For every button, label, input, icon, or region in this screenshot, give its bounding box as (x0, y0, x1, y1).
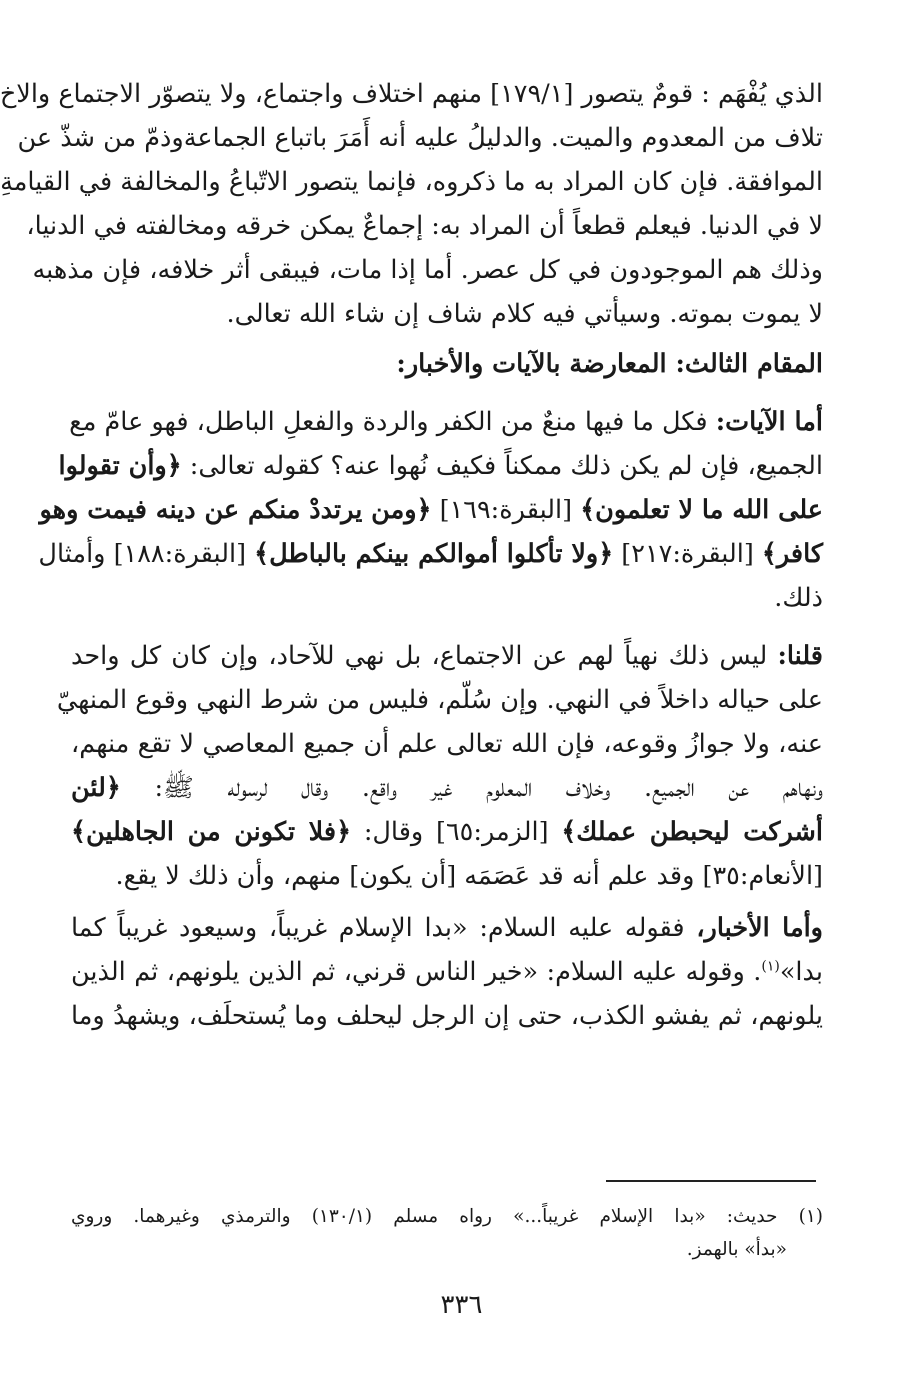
verse-reference: [البقرة:١٨٨] وأمثال (38, 539, 255, 569)
quran-quote: كافر﴾ (761, 539, 823, 569)
verse-reference: [البقرة:٢١٧] (613, 539, 762, 569)
paragraph-lead: وأما الأخبار، (696, 913, 824, 943)
text-line: ذلك. (774, 583, 823, 613)
quran-quote: ﴿ولا تأكلوا أموالكم بينكم بالباطل﴾ (254, 539, 614, 569)
paragraph-ayat (38, 400, 823, 620)
text-line: عنه، ولا جوازُ وقوعه، فإن الله تعالى علم أن جميع المعاصي لا تقع منهم، (71, 729, 823, 759)
text-run: فقوله عليه السلام: «بدا الإسلام غريباً، وسيعود غريباً كما (71, 913, 697, 943)
text-run: ليس ذلك نهياً لهم عن الاجتماع، بل نهي للآحاد، وإن كان كل واحد (71, 641, 778, 671)
text-line: وذلك هم الموجودون في كل عصر. أما إذا مات، فيبقى أثر خلافه، فإن مذهبه (32, 255, 823, 285)
footnote-line: (١) حديث: «بدا الإسلام غريباً...» رواه مسلم (١٣٠/١) والترمذي وغيرهما. وروي (71, 1206, 824, 1227)
section-heading: المقام الثالث: المعارضة بالآيات والأخبار: (396, 349, 823, 379)
text-line: الموافقة. فإن كان المراد به ما ذكروه، فإنما يتصور الاتّباعُ والمخالفة في القيامةِ (0, 167, 823, 197)
text-line (71, 950, 823, 994)
paragraph-qulna (56, 634, 823, 898)
spacer (71, 620, 823, 634)
text-line: [الأنعام:٣٥] وقد علم أنه قد عَصَمَه [أن يكون] منهم، وأن ذلك لا يقع. (115, 861, 823, 891)
text-line: الذي يُفْهَم : قومٌ يتصور [١٧٩/١] منهم اختلاف واجتماع، ولا يتصوّر الاجتماع والاخ (0, 79, 823, 109)
page-body (0, 72, 824, 1038)
verse-reference: [البقرة:١٦٩] (431, 495, 581, 525)
text-run: فكل ما فيها منعٌ من الكفر والردة والفعلِ الباطل، فهو عامّ مع (69, 407, 716, 437)
text-run: بدا» (779, 957, 823, 987)
page-number: ٣٣٦ (440, 1290, 483, 1320)
quran-quote: أشركت ليحبطن عملك﴾ (561, 817, 823, 847)
text-line (39, 488, 823, 532)
text-line: يلونهم، ثم يفشو الكذب، حتى إن الرجل ليحلف وما يُستحلَف، ويشهدُ وما (71, 1001, 823, 1031)
spacer (71, 898, 823, 906)
text-line: تلاف من المعدوم والميت. والدليلُ عليه أنه أَمَرَ باتباع الجماعةوذمّ من شذّ عن (17, 123, 823, 153)
quran-quote: على الله ما لا تعلمون﴾ (580, 495, 823, 525)
quran-quote: ﴿فلا تكونن من الجاهلين﴾ (71, 817, 352, 847)
footnote-divider (606, 1180, 816, 1182)
text-line (71, 766, 823, 810)
paragraph-lead: أما الآيات: (715, 407, 823, 437)
quran-quote: ﴿لئن (71, 773, 121, 803)
text-run: . وقوله عليه السلام: «خير الناس قرني، ثم الذين يلونهم، ثم الذين (71, 957, 762, 987)
footnote-marker[interactable]: (١) (761, 958, 780, 975)
paragraph-opening (0, 72, 823, 336)
text-line: لا يموت بموته. وسيأتي فيه كلام شاف إن شاء الله تعالى. (226, 299, 823, 329)
paragraph-lead: قلنا: (777, 641, 823, 671)
quran-quote: ﴿ومن يرتددْ منكم عن دينه فيمت وهو (39, 495, 432, 525)
text-line (71, 400, 823, 444)
text-line (58, 444, 823, 488)
text-run: الجميع، فإن لم يكن ذلك ممكناً فكيف نُهوا عنه؟ كقوله تعالى: (181, 451, 823, 481)
verse-reference: [الزمر:٦٥] وقال: (351, 817, 562, 847)
text-line (71, 906, 823, 950)
text-line (71, 810, 823, 854)
text-line: لا في الدنيا. فيعلم قطعاً أن المراد به: إجماعٌ يمكن خرقه ومخالفته في الدنيا، (26, 211, 823, 241)
text-line (71, 634, 823, 678)
paragraph-akhbar (71, 906, 823, 1038)
footnote (71, 1200, 823, 1266)
quran-quote: ﴿وأن تقولوا (58, 451, 182, 481)
spacer (71, 386, 823, 400)
text-run: ونهاهم عن الجميع. وخلاف المعلوم غير واقع. وقال لرسوله ﷺ: (120, 773, 823, 803)
text-line: على حياله داخلاً في النهي. وإن سُلّم، فليس من شرط النهي وقوع المنهيّ (56, 685, 823, 715)
text-line (38, 532, 823, 576)
footnote-line: «بدأ» بالهمز. (686, 1239, 787, 1260)
